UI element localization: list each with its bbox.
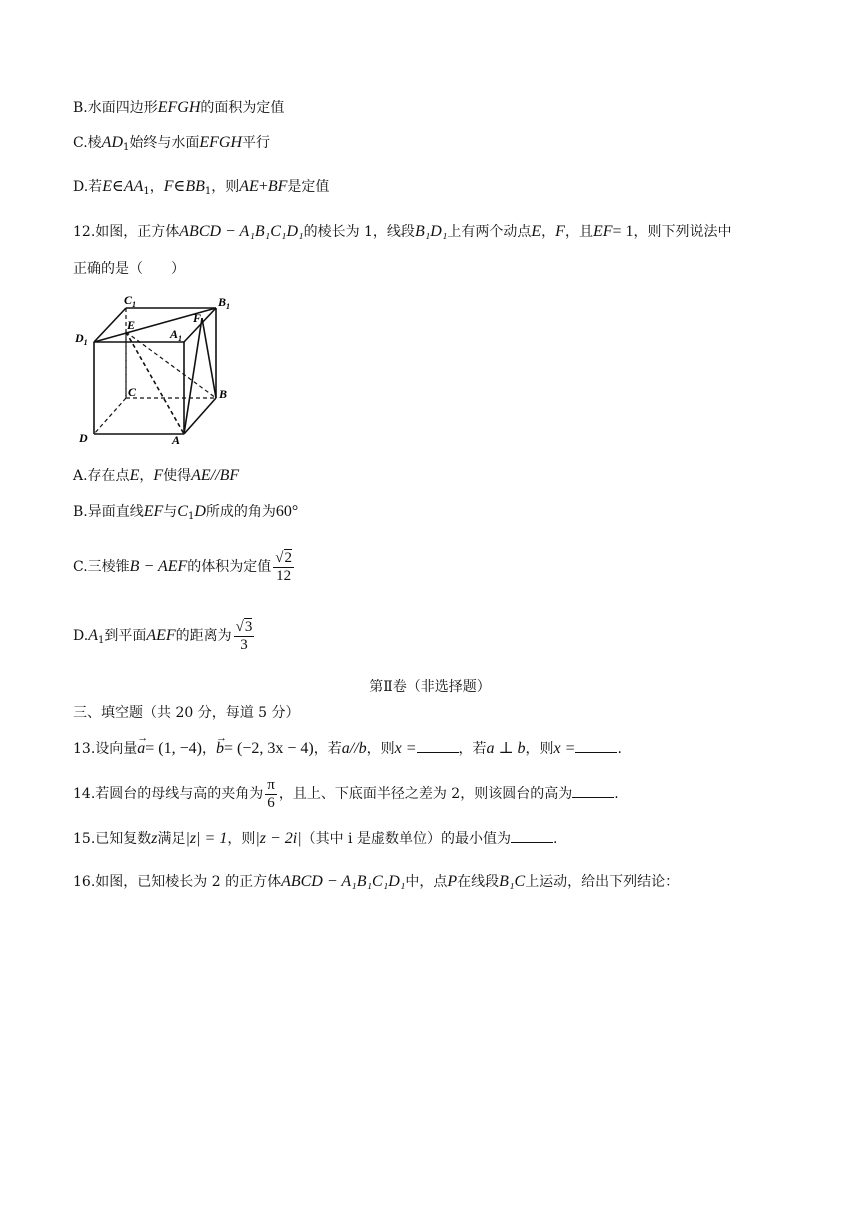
q16: 16.如图，已知棱长为 2 的正方体ABCD − A₁B₁C₁D₁中，点P在线段B₁C上运动，给出下列结论：	[73, 873, 680, 890]
section-title: 第Ⅱ卷（非选择题）	[369, 679, 491, 695]
fraction-sqrt3-over-3: $\frac{√3}{3}$	[235, 619, 253, 653]
label-d1: $D_1$	[75, 331, 88, 347]
answer-blank[interactable]	[417, 738, 459, 753]
label-b: B	[219, 387, 228, 401]
label-b1: $B_1$	[218, 295, 231, 311]
q12-stem-line2: 正确的是（ ）	[73, 261, 185, 277]
label-c: C	[128, 385, 137, 399]
label-c1: $C_1$	[124, 293, 137, 309]
q11-option-d: D.若$E\in AA_1$，$F\in BB_1$，则AE+BF是定值	[73, 178, 330, 197]
q13: 13.设向量→ a= (1, −4)，→ b= (−2, 3x − 4)，若a//b，则x = ，若a ⊥ b，则x = .	[73, 738, 622, 759]
q15: 15.已知复数z满足|z| = 1，则|z − 2i|（其中 i 是虚数单位）的最小值为 .	[73, 830, 558, 847]
section-heading: 三、填空题（共 20 分，每道 5 分）	[73, 705, 300, 721]
answer-blank[interactable]	[572, 783, 614, 798]
q14: 14.若圆台的母线与高的夹角为 $\frac{\pi}{6}$ ，且上、下底面半径之差为 2，则该圆台的高为 .	[73, 776, 619, 811]
label-d: D	[79, 431, 88, 445]
q11-option-b: B.水面四边形EFGH的面积为定值	[73, 99, 285, 116]
answer-blank[interactable]	[511, 828, 553, 843]
q12-option-b: B.异面直线EF与$C_1D$所成的角为60°	[73, 503, 299, 522]
cube-figure	[74, 292, 244, 450]
q12-option-a: A.存在点E，F使得AE//BF	[73, 467, 240, 484]
q12-stem-line1: 12.如图，正方体ABCD − A₁B₁C₁D₁的棱长为 1，线段B₁D₁上有两个动点E，F，且EF= 1，则下列说法中	[73, 223, 732, 240]
fraction-pi-over-6: $\frac{\pi}{6}$	[267, 776, 275, 811]
label-a1: $A_1$	[170, 327, 183, 343]
label-f: F	[193, 311, 202, 325]
fraction-sqrt2-over-12: $\frac{√2}{12}$	[275, 550, 293, 584]
q12-option-d: $D.A_1$到平面AEF的距离为 $\frac{√3}{3}$	[73, 619, 253, 653]
q12-option-c: C.三棱锥B − AEF的体积为定值 $\frac{√2}{12}$	[73, 550, 293, 584]
answer-blank[interactable]	[575, 738, 617, 753]
q11-option-c: C.棱$AD_1$始终与水面EFGH平行	[73, 134, 271, 153]
label-e: E	[127, 318, 136, 332]
label-a: A	[172, 433, 181, 447]
